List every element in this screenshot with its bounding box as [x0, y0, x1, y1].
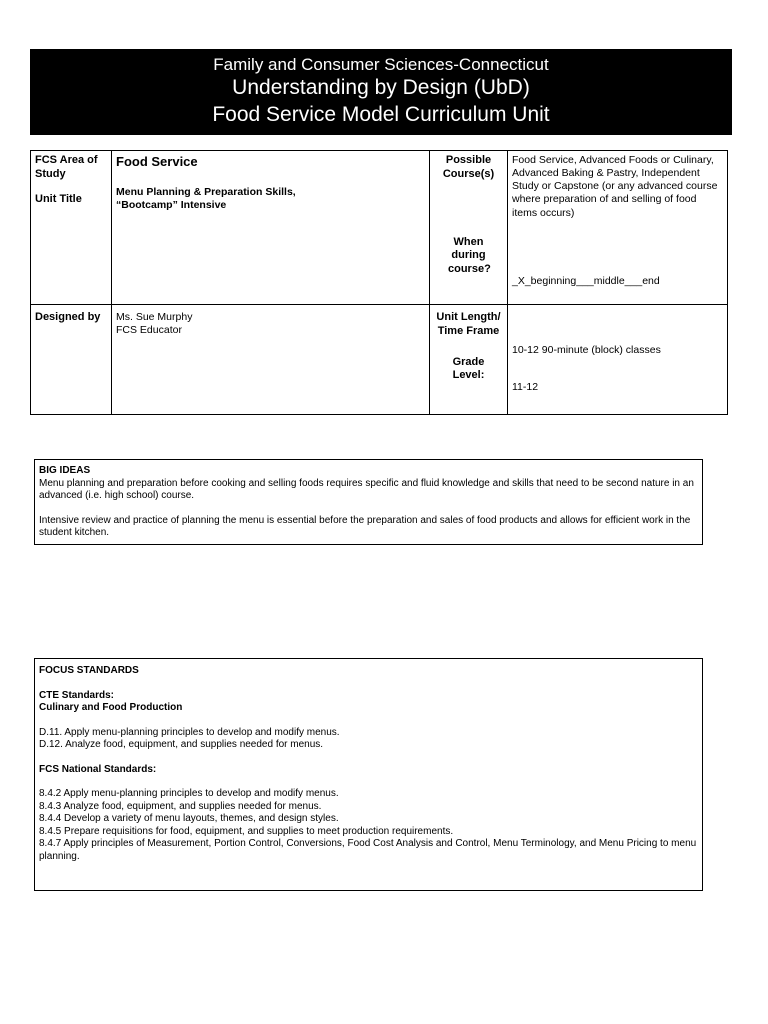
designer-value-cell [112, 305, 430, 415]
length-value-cell [508, 305, 728, 415]
big-ideas-heading: BIG IDEAS [39, 465, 91, 476]
designer-label-cell [31, 305, 112, 415]
designer-role: FCS Educator [116, 324, 182, 337]
designer-name: Ms. Sue Murphy [116, 311, 193, 323]
courses-label-cell [430, 151, 508, 305]
cte-standards-subheading: Culinary and Food Production [39, 702, 183, 713]
table-row [31, 305, 728, 415]
area-label: FCS Area of Study [35, 154, 98, 180]
when-label: When during course? [448, 235, 491, 275]
unit-info-table [30, 150, 728, 415]
length-value: 10-12 90-minute (block) classes [512, 344, 661, 356]
table-row [31, 151, 728, 305]
when-value: _X_beginning___middle___end [512, 274, 660, 287]
list-item: 8.4.4 Develop a variety of menu layouts, themes, and design styles. [39, 813, 339, 824]
courses-label: Possible Course(s) [442, 154, 495, 180]
header-line-1: Family and Consumer Sciences-Connecticut [213, 55, 549, 74]
length-label-cell [430, 305, 508, 415]
focus-standards-heading: FOCUS STANDARDS [39, 665, 139, 676]
list-item: D.12. Analyze food, equipment, and supplies needed for menus. [39, 739, 324, 750]
list-item: 8.4.7 Apply principles of Measurement, Portion Control, Conversions, Food Cost Analysis and Control, Menu Terminology, and Menu Pricing to menu planning. [39, 838, 697, 862]
list-item: 8.4.5 Prepare requisitions for food, equipment, and supplies to meet production requirements. [39, 825, 454, 837]
area-value: Food Service [116, 154, 198, 169]
big-ideas-paragraph-2: Intensive review and practice of planning the menu is essential before the preparation and sales of food products and allows for efficient work in the student kitchen. [39, 514, 691, 538]
courses-value-cell [508, 151, 728, 305]
big-ideas-paragraph-1: Menu planning and preparation before cooking and selling foods requires specific and fluid knowledge and skills that need to be second nature in an advanced (i.e. high school) course. [39, 477, 694, 501]
grade-label: Grade Level: [452, 355, 485, 382]
grade-value: 11-12 [512, 381, 539, 394]
unit-title-label: Unit Title [35, 192, 82, 205]
cte-standards-heading: CTE Standards: [39, 689, 115, 701]
list-item: 8.4.2 Apply menu-planning principles to develop and modify menus. [39, 788, 339, 799]
designer-label: Designed by [35, 311, 101, 323]
big-ideas-box [34, 459, 703, 545]
fcs-standards-heading: FCS National Standards: [39, 763, 157, 775]
area-label-cell [31, 151, 112, 305]
header-line-3: Food Service Model Curriculum Unit [212, 103, 550, 126]
courses-value: Food Service, Advanced Foods or Culinary, Advanced Baking & Pastry, Independent Study or Capstone (or any advanced course where preparation of and selling of food items occurs) [512, 154, 718, 219]
list-item: 8.4.3 Analyze food, equipment, and supplies needed for menus. [39, 800, 322, 812]
unit-title-value: Menu Planning & Preparation Skills, “Bootcamp” Intensive [116, 186, 296, 212]
list-item: D.11. Apply menu-planning principles to develop and modify menus. [39, 726, 340, 738]
area-value-cell [112, 151, 430, 305]
header-line-2: Understanding by Design (UbD) [232, 76, 530, 99]
length-label: Unit Length/ Time Frame [436, 311, 501, 337]
title-banner [30, 49, 732, 135]
focus-standards-box [34, 658, 703, 891]
